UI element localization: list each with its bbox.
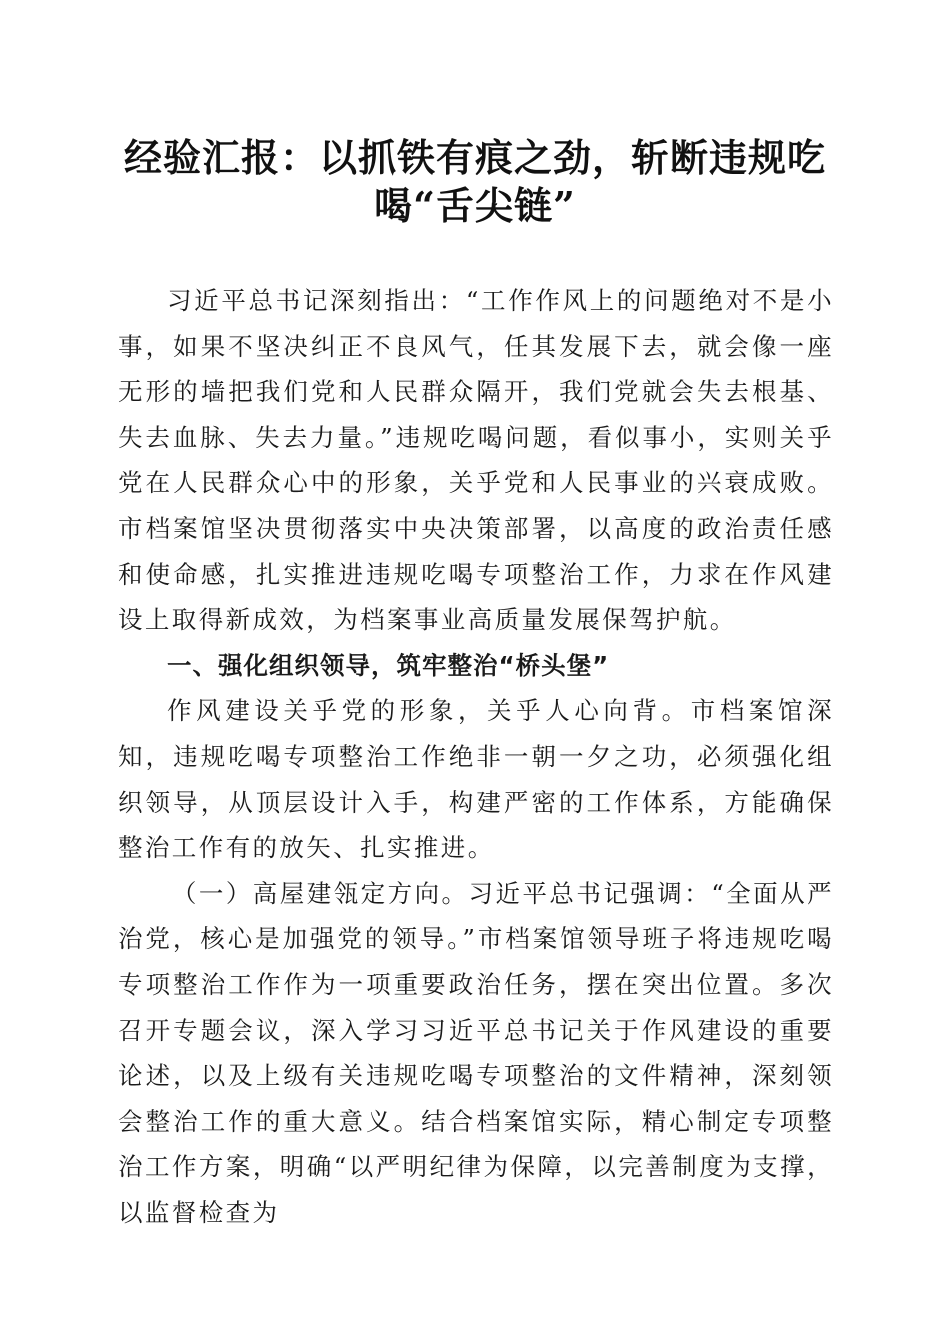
document-body (118, 278, 834, 1235)
section-heading-1: 一、强化组织领导，筑牢整治“桥头堡” (167, 650, 610, 680)
title-line-1: 经验汇报：以抓铁有痕之劲，斩断违规吃 (123, 135, 826, 180)
subsection-1-paragraph: （一）高屋建瓴定方向。习近平总书记强调：“全面从严治党，核心是加强党的领导。”市档案馆领导班子将违规吃喝专项整治工作作为一项重要政治任务，摆在突出位置。多次召开专题会议，深入学习习近平总书记关于作风建设的重要论述，以及上级有关违规吃喝专项整治的文件精神，深刻领会整治工作的重大意义。结合档案馆实际，精心制定专项整治工作方案，明确“以严明纪律为保障，以完善制度为支撑，以监督检查为 (118, 878, 834, 1227)
section-1-paragraph: 作风建设关乎党的形象，关乎人心向背。市档案馆深知，违规吃喝专项整治工作绝非一朝一夕之功，必须强化组织领导，从顶层设计入手，构建严密的工作体系，方能确保整治工作有的放矢、扎实推进。 (118, 696, 834, 863)
intro-paragraph: 习近平总书记深刻指出：“工作作风上的问题绝对不是小事，如果不坚决纠正不良风气，任其发展下去，就会像一座无形的墙把我们党和人民群众隔开，我们党就会失去根基、失去血脉、失去力量。”违规吃喝问题，看似事小，实则关乎党在人民群众心中的形象，关乎党和人民事业的兴衰成败。市档案馆坚决贯彻落实中央决策部署，以高度的政治责任感和使命感，扎实推进违规吃喝专项整治工作，力求在作风建设上取得新成效，为档案事业高质量发展保驾护航。 (118, 286, 834, 635)
title-line-2: 喝“舌尖链” (374, 183, 576, 228)
document-title (100, 134, 850, 230)
